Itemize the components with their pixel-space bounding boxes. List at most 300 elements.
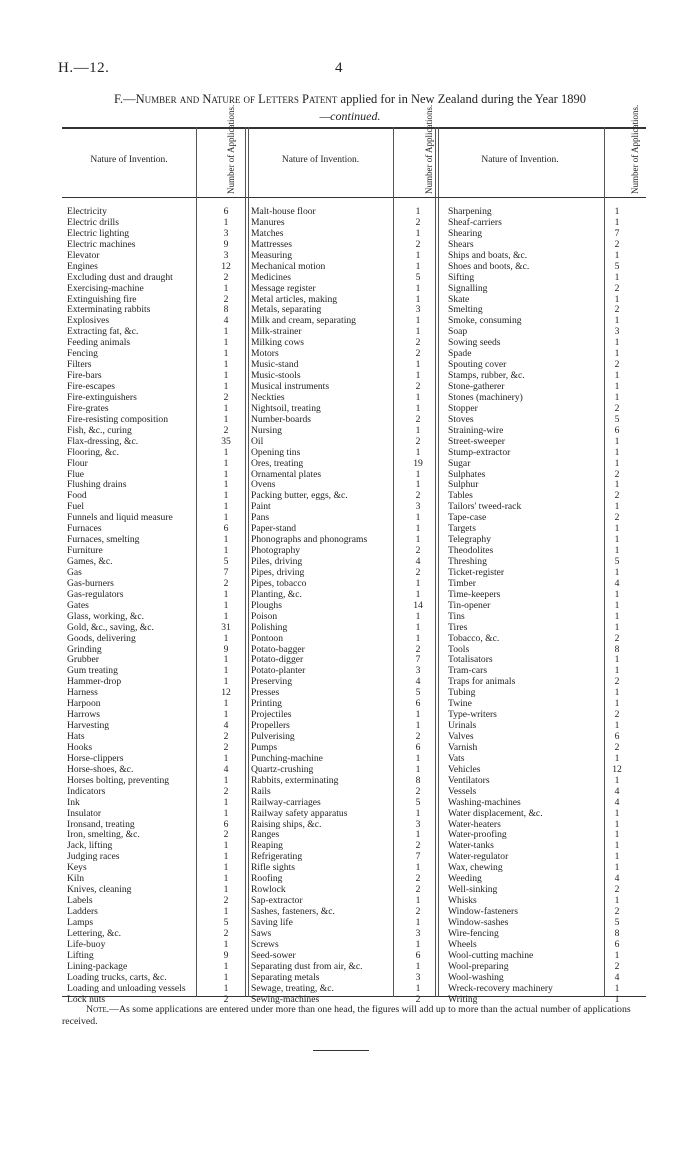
- application-count: 1: [415, 468, 421, 480]
- invention-name: Smoke, consuming: [448, 316, 522, 327]
- application-count: 1: [223, 216, 229, 228]
- application-count: 1: [415, 752, 421, 764]
- table-title: [40, 92, 660, 107]
- table-row: [67, 546, 245, 557]
- invention-name: Glass, working, &c.: [67, 611, 145, 622]
- invention-name: Labels: [67, 896, 93, 907]
- table-row: [67, 338, 245, 349]
- application-count: 3: [223, 249, 229, 261]
- invention-name: Harrows: [67, 710, 101, 721]
- application-count: 1: [614, 271, 620, 283]
- invention-name: Lining-package: [67, 961, 128, 972]
- invention-name: Shoes and boots, &c.: [448, 261, 530, 272]
- application-count: 1: [223, 588, 229, 600]
- application-count: 12: [612, 763, 622, 775]
- application-count: 2: [614, 741, 620, 753]
- application-count: 1: [614, 654, 620, 666]
- invention-name: Harness: [67, 688, 98, 699]
- table-row: [67, 207, 245, 218]
- table-row: [448, 743, 642, 754]
- invention-name: Gas-burners: [67, 578, 114, 589]
- table-row: [448, 371, 642, 382]
- invention-name: Furnaces, smelting: [67, 535, 140, 546]
- application-count: 1: [415, 370, 421, 382]
- invention-name: Ores, treating: [251, 458, 304, 469]
- column-3: [448, 207, 642, 1005]
- table-row: [251, 524, 441, 535]
- table-row: [251, 251, 441, 262]
- application-count: 1: [223, 982, 229, 994]
- application-count: 4: [614, 873, 620, 885]
- application-count: 3: [415, 971, 421, 983]
- invention-name: Elevator: [67, 250, 100, 261]
- table-row: [251, 218, 441, 229]
- invention-name: Insulator: [67, 808, 102, 819]
- table-row: [67, 710, 245, 721]
- table-row: [448, 415, 642, 426]
- invention-name: Piles, driving: [251, 557, 303, 567]
- application-count: 1: [614, 523, 620, 535]
- application-count: 2: [223, 785, 229, 797]
- table-row: [448, 830, 642, 841]
- application-count: 2: [415, 337, 421, 349]
- application-count: 3: [614, 326, 620, 338]
- invention-name: Ticket-register: [448, 567, 505, 578]
- invention-name: Manures: [251, 217, 285, 228]
- table-row: [251, 207, 441, 218]
- header-nature-1: Nature of Invention.: [90, 155, 168, 165]
- table-row: [67, 721, 245, 732]
- application-count: 9: [223, 238, 229, 250]
- invention-name: Raising ships, &c.: [251, 819, 322, 830]
- invention-name: Sap-extractor: [251, 896, 303, 907]
- application-count: 1: [614, 807, 620, 819]
- application-count: 5: [223, 916, 229, 928]
- application-count: 12: [221, 260, 231, 272]
- header-nature-3: Nature of Invention.: [481, 155, 559, 165]
- table-row: [448, 546, 642, 557]
- invention-name: Theodolites: [448, 546, 494, 557]
- application-count: 2: [223, 271, 229, 283]
- invention-name: Tape-case: [448, 513, 487, 524]
- invention-name: Measuring: [251, 250, 293, 261]
- application-count: 1: [614, 391, 620, 403]
- table-row: [251, 787, 441, 798]
- application-count: 1: [223, 599, 229, 611]
- application-count: 1: [415, 479, 421, 491]
- table-row: [67, 393, 245, 404]
- invention-name: Hooks: [67, 742, 93, 753]
- invention-name: Medicines: [251, 272, 291, 283]
- application-count: 1: [614, 545, 620, 557]
- invention-name: Water-regulator: [448, 852, 509, 863]
- table-row: [67, 513, 245, 524]
- table-row: [251, 907, 441, 918]
- invention-name: Iron, smelting, &c.: [67, 830, 140, 841]
- invention-name: Valves: [448, 732, 474, 742]
- invention-name: Pipes, tobacco: [251, 578, 307, 589]
- invention-name: Sewage, treating, &c.: [251, 983, 334, 994]
- invention-name: Timber: [448, 578, 476, 589]
- application-count: 1: [415, 359, 421, 371]
- table-row: [251, 327, 441, 338]
- application-count: 7: [415, 654, 421, 666]
- application-count: 1: [614, 501, 620, 513]
- invention-name: Sulphates: [448, 469, 486, 480]
- table-row: [448, 699, 642, 710]
- application-count: 2: [415, 545, 421, 557]
- invention-name: Lamps: [67, 917, 94, 928]
- invention-name: Gates: [67, 600, 89, 611]
- table-row: [251, 754, 441, 765]
- table-row: [448, 273, 642, 284]
- invention-name: Stopper: [448, 403, 478, 414]
- application-count: 1: [223, 676, 229, 688]
- table-row: [67, 316, 245, 327]
- table-row: [67, 305, 245, 316]
- table-row: [67, 284, 245, 295]
- application-count: 2: [415, 490, 421, 502]
- invention-name: Gas-regulators: [67, 589, 124, 600]
- invention-name: Oil: [251, 436, 264, 447]
- invention-name: Straining-wire: [448, 425, 504, 436]
- application-count: 1: [223, 326, 229, 338]
- table-row: [448, 240, 642, 251]
- application-count: 1: [223, 337, 229, 349]
- invention-name: Extracting fat, &c.: [67, 327, 139, 338]
- invention-name: Electricity: [67, 207, 107, 217]
- table-row: [67, 612, 245, 623]
- table-row: [67, 841, 245, 852]
- table-row: [67, 787, 245, 798]
- table-row: [251, 798, 441, 809]
- application-count: 2: [614, 960, 620, 972]
- application-count: 2: [223, 927, 229, 939]
- invention-name: Potato-planter: [251, 666, 306, 677]
- application-count: 1: [614, 479, 620, 491]
- invention-name: Grubber: [67, 655, 99, 666]
- table-row: [448, 863, 642, 874]
- application-count: 2: [223, 577, 229, 589]
- application-count: 1: [614, 698, 620, 710]
- table-row: [448, 448, 642, 459]
- table-row: [448, 655, 642, 666]
- table-row: [448, 929, 642, 940]
- application-count: 1: [614, 895, 620, 907]
- table-row: [67, 535, 245, 546]
- application-count: 1: [415, 916, 421, 928]
- application-count: 1: [415, 960, 421, 972]
- table-row: [251, 677, 441, 688]
- header-nature-2: Nature of Invention.: [281, 155, 360, 165]
- table-row: [67, 404, 245, 415]
- application-count: 4: [415, 676, 421, 688]
- table-row: [67, 973, 245, 984]
- table-row: [67, 852, 245, 863]
- table-row: [251, 480, 441, 491]
- application-count: 2: [415, 348, 421, 360]
- invention-name: Stamps, rubber, &c.: [448, 371, 525, 382]
- application-count: 4: [223, 763, 229, 775]
- table-row: [251, 688, 441, 699]
- title-continued: —continued.: [319, 109, 381, 123]
- invention-name: Malt-house floor: [251, 207, 316, 217]
- table-row: [448, 568, 642, 579]
- application-count: 3: [415, 501, 421, 513]
- table-row: [448, 579, 642, 590]
- application-count: 1: [223, 501, 229, 513]
- application-count: 1: [223, 610, 229, 622]
- invention-name: Metals, separating: [251, 305, 322, 316]
- invention-name: Engines: [67, 261, 98, 272]
- table-row: [67, 623, 245, 634]
- application-count: 2: [614, 304, 620, 316]
- table-row: [251, 623, 441, 634]
- table-row: [251, 896, 441, 907]
- table-row: [251, 393, 441, 404]
- invention-name: Opening tins: [251, 447, 301, 458]
- application-count: 1: [614, 216, 620, 228]
- invention-name: Furniture: [67, 546, 103, 557]
- application-count: 1: [614, 818, 620, 830]
- table-row: [251, 535, 441, 546]
- application-count: 3: [223, 227, 229, 239]
- table-row: [448, 502, 642, 513]
- invention-name: Food: [67, 491, 87, 502]
- application-count: 1: [614, 993, 620, 1005]
- invention-name: Window-fasteners: [448, 907, 518, 917]
- invention-name: Screws: [251, 939, 279, 950]
- table-row: [67, 688, 245, 699]
- invention-name: Lettering, &c.: [67, 928, 122, 939]
- column-1: [67, 207, 245, 1005]
- application-count: 5: [415, 271, 421, 283]
- application-count: 1: [415, 577, 421, 589]
- table-row: [251, 940, 441, 951]
- invention-name: Wool-washing: [448, 972, 504, 983]
- application-count: 2: [415, 435, 421, 447]
- invention-name: Exercising-machine: [67, 283, 144, 294]
- invention-name: Pumps: [251, 742, 278, 753]
- table-row: [251, 743, 441, 754]
- table-row: [67, 798, 245, 809]
- application-count: 1: [415, 862, 421, 874]
- invention-name: Street-sweeper: [448, 436, 506, 447]
- table-top-rule-2: [62, 128, 646, 129]
- invention-name: Fire-extinguishers: [67, 392, 137, 403]
- invention-name: Sashes, fasteners, &c.: [251, 907, 335, 917]
- application-count: 1: [614, 534, 620, 546]
- application-count: 6: [614, 424, 620, 436]
- application-count: 8: [614, 927, 620, 939]
- application-count: 2: [415, 238, 421, 250]
- table-row: [448, 601, 642, 612]
- application-count: 2: [614, 359, 620, 371]
- table-row: [448, 776, 642, 787]
- invention-name: Rowlock: [251, 885, 286, 896]
- application-count: 1: [614, 774, 620, 786]
- table-row: [67, 699, 245, 710]
- invention-name: Tins: [448, 611, 465, 622]
- application-count: 2: [614, 884, 620, 896]
- invention-name: Water-proofing: [448, 830, 507, 841]
- invention-name: Electric drills: [67, 217, 119, 228]
- table-row: [251, 666, 441, 677]
- invention-name: Life-buoy: [67, 939, 106, 950]
- invention-name: Stoves: [448, 414, 474, 425]
- table-row: [448, 338, 642, 349]
- application-count: 4: [415, 556, 421, 567]
- table-row: [251, 568, 441, 579]
- table-row: [67, 218, 245, 229]
- invention-name: Music-stand: [251, 360, 299, 371]
- application-count: 1: [614, 949, 620, 961]
- table-row: [448, 404, 642, 415]
- invention-name: Printing: [251, 699, 282, 710]
- invention-name: Skate: [448, 294, 470, 305]
- invention-name: Planting, &c.: [251, 589, 302, 600]
- invention-name: Refrigerating: [251, 852, 303, 863]
- table-row: [251, 732, 441, 743]
- application-count: 1: [415, 391, 421, 403]
- table-row: [448, 852, 642, 863]
- application-count: 1: [614, 829, 620, 841]
- invention-name: Neckties: [251, 392, 285, 403]
- application-count: 2: [415, 413, 421, 425]
- table-row: [448, 765, 642, 776]
- invention-name: Ladders: [67, 907, 98, 917]
- application-count: 2: [614, 512, 620, 524]
- application-count: 2: [415, 993, 421, 1005]
- table-row: [448, 721, 642, 732]
- table-row: [67, 480, 245, 491]
- table-row: [67, 470, 245, 481]
- table-row: [67, 295, 245, 306]
- invention-name: Feeding animals: [67, 338, 131, 349]
- application-count: 2: [223, 895, 229, 907]
- application-count: 1: [223, 402, 229, 414]
- header-count-3: Number of Applications.: [630, 104, 640, 194]
- table-row: [448, 918, 642, 929]
- invention-name: Phonographs and phonograms: [251, 535, 368, 546]
- invention-name: Exterminating rabbits: [67, 305, 151, 316]
- table-row: [67, 502, 245, 513]
- table-row: [251, 426, 441, 437]
- application-count: 1: [614, 381, 620, 392]
- table-row: [67, 327, 245, 338]
- table-row: [67, 437, 245, 448]
- invention-name: Jack, lifting: [67, 841, 113, 852]
- invention-name: Sugar: [448, 458, 471, 469]
- invention-name: Fuel: [67, 502, 85, 513]
- table-row: [448, 645, 642, 656]
- invention-name: Sulphur: [448, 480, 479, 491]
- table-row: [67, 415, 245, 426]
- table-row: [448, 940, 642, 951]
- table-row: [67, 273, 245, 284]
- application-count: 1: [415, 326, 421, 338]
- table-row: [448, 459, 642, 470]
- table-row: [67, 645, 245, 656]
- invention-name: Lock nuts: [67, 994, 106, 1005]
- application-count: 7: [415, 851, 421, 863]
- table-row: [251, 491, 441, 502]
- application-count: 3: [415, 665, 421, 677]
- invention-name: Knives, cleaning: [67, 885, 132, 896]
- invention-name: Varnish: [448, 742, 478, 753]
- application-count: 1: [614, 862, 620, 874]
- table-row: [67, 382, 245, 393]
- application-count: 1: [415, 512, 421, 524]
- invention-name: Furnaces: [67, 524, 102, 535]
- invention-name: Punching-machine: [251, 753, 323, 764]
- application-count: 2: [223, 731, 229, 742]
- application-count: 1: [415, 282, 421, 294]
- table-row: [448, 798, 642, 809]
- table-row: [448, 907, 642, 918]
- invention-name: Gas: [67, 567, 82, 578]
- invention-name: Loading trucks, carts, &c.: [67, 972, 167, 983]
- invention-name: Wax, chewing: [448, 863, 503, 874]
- application-count: 6: [223, 523, 229, 535]
- table-row: [448, 251, 642, 262]
- table-row: [448, 688, 642, 699]
- table-row: [67, 524, 245, 535]
- note-label: Note.: [86, 1004, 110, 1015]
- invention-name: Ink: [67, 797, 80, 808]
- table-row: [251, 437, 441, 448]
- application-count: 1: [415, 938, 421, 950]
- invention-name: Washing-machines: [448, 797, 521, 808]
- invention-name: Tin-opener: [448, 600, 491, 611]
- invention-name: Presses: [251, 688, 280, 699]
- application-count: 2: [415, 840, 421, 852]
- application-count: 1: [415, 829, 421, 841]
- application-count: 1: [223, 884, 229, 896]
- invention-name: Pipes, driving: [251, 567, 305, 578]
- table-row: [448, 951, 642, 962]
- table-row: [67, 459, 245, 470]
- table-row: [251, 645, 441, 656]
- table-row: [448, 612, 642, 623]
- table-row: [67, 601, 245, 612]
- table-row: [448, 218, 642, 229]
- invention-name: Pulverising: [251, 732, 295, 742]
- application-count: 1: [223, 370, 229, 382]
- application-count: 6: [223, 818, 229, 830]
- table-row: [67, 754, 245, 765]
- invention-name: Shears: [448, 239, 474, 250]
- invention-name: Signalling: [448, 283, 488, 294]
- application-count: 1: [415, 523, 421, 535]
- application-count: 1: [223, 960, 229, 972]
- table-row: [251, 459, 441, 470]
- application-count: 1: [223, 873, 229, 885]
- table-row: [448, 666, 642, 677]
- invention-name: Tailors' tweed-rack: [448, 502, 522, 513]
- application-count: 1: [415, 227, 421, 239]
- table-row: [251, 929, 441, 940]
- table-row: [448, 470, 642, 481]
- invention-name: Quartz-crushing: [251, 764, 314, 775]
- application-count: 1: [415, 720, 421, 732]
- table-row: [67, 371, 245, 382]
- invention-name: Photography: [251, 546, 301, 557]
- invention-name: Spouting cover: [448, 360, 507, 371]
- application-count: 2: [223, 391, 229, 403]
- table-row: [67, 491, 245, 502]
- application-count: 5: [614, 916, 620, 928]
